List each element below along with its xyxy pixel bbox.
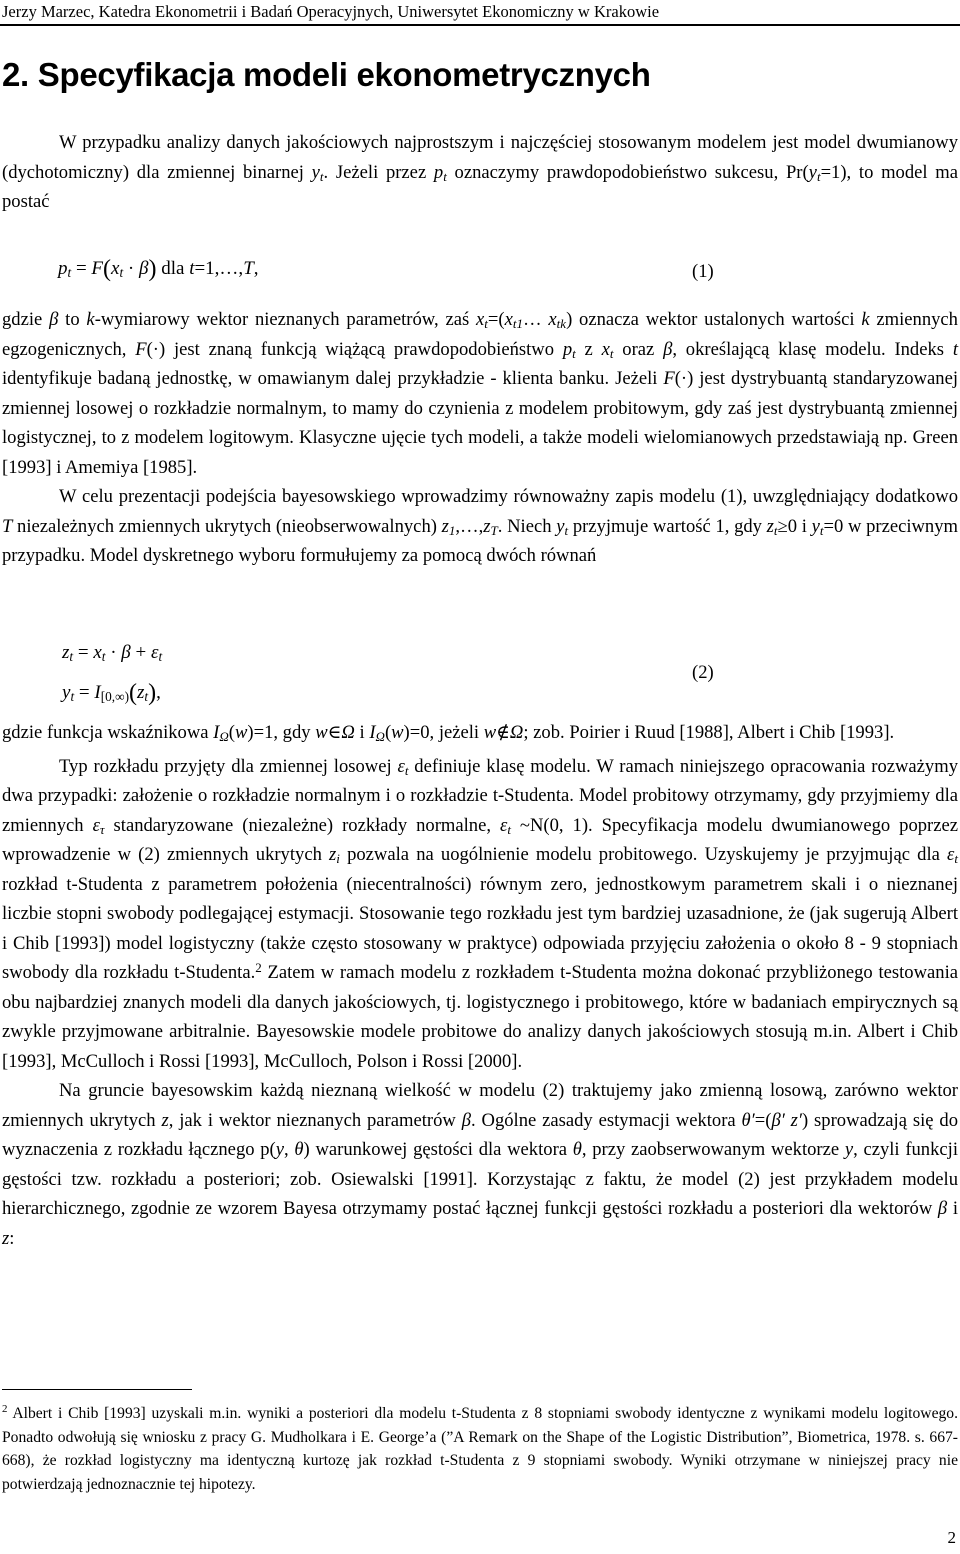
page-number: 2 bbox=[947, 1528, 956, 1547]
equation-1-number: (1) bbox=[692, 261, 714, 282]
section-title: 2. Specyfikacja modeli ekonometrycznych bbox=[2, 56, 651, 93]
footnote-marker: 2 bbox=[2, 1403, 8, 1415]
paragraph-2: gdzie β to k-wymiarowy wektor nieznanych parametrów, zaś $x_t=(x_{t1}\dots$ $x_{tk}$) oznacza wektor ustalonych wartości k zmiennych egzogenicznych, F(·) jest znaną funkcją wiążącą prawdopodobieństwo $p_t$ z $x_t$ oraz β, określającą klasę modelu. Indeks t identyfikuje badaną jednostkę, w omawianym dalej przykładzie - klienta banku. Jeżeli F(·) jest dystrybuantą standaryzowanej zmiennej losowej o rozkładzie normalnym, to mamy do czynienia z modelem probitowym, gdy zaś jest dystrybuantą zmiennej logistycznej, to z modelem logitowym. Klasyczne ujęcie tych modeli, a także modeli wielomianowych przedstawiają np. Green [1993] i Amemiya [1985]. W celu prezentacji podejścia bayesowskiego wprowadzimy równoważny zapis modelu (1), uwzględniający dodatkowo T niezależnych zmiennych ukrytych (nieobserwowalnych) $z_1,\dots,z_T$. Niech $y_t$ przyjmuje wartość 1, gdy $z_t\ge 0$ i $y_t=0$ w przeciwnym przypadku. Model dyskretnego wyboru formułujemy za pomocą dwóch równań bbox=[2, 309, 958, 566]
equation-2-number: (2) bbox=[692, 662, 714, 683]
header-rule bbox=[0, 24, 960, 26]
equation-2-line-2: $y_t = I_{[0,\infty)}(z_t)$, bbox=[62, 680, 161, 706]
equation-2-line-1: $z_t = x_t \cdot \beta + \varepsilon_t$ bbox=[62, 642, 163, 664]
footnote-rule bbox=[2, 1389, 192, 1390]
running-head: Jerzy Marzec, Katedra Ekonometrii i Badań Operacyjnych, Uniwersytet Ekonomiczny w Krakowie bbox=[2, 2, 660, 21]
equation-1: $p_t = F(x_t \cdot \beta)$ dla t=1,…,T, bbox=[58, 256, 259, 282]
footnote-2: $^2$ Albert i Chib [1993] uzyskali m.in. wyniki a posteriori dla modelu t-Studenta z 8 stopniami swobody identyczne z wynikami modelu logitowego. Ponadto odwołują się wniosku z pracy G. Mudholkara i E. George’a (”A Remark on the Shape of the Logistic Distribution”, Biometrica, 1978. s. 667-668), że rozkład logistyczny ma identyczną kurtozę jak rozkład t-Studenta z 9 stopniami swobody. Wyniki otrzymane w niniejszej pracy nie potwierdzają jednoznacznie tej hipotezy. bbox=[2, 1403, 958, 1493]
paragraph-3: gdzie funkcja wskaźnikowa $I_\Omega(w)=1$, gdy w∈Ω i $I_\Omega(w)=0$, jeżeli w∉Ω; zob. Poirier i Ruud [1988], Albert i Chib [1993]. Typ rozkładu przyjęty dla zmiennej losowej $\varepsilon_t$ definiuje klasę modelu. W ramach niniejszego opracowania rozważymy dwa przypadki: założenie o rozkładzie normalnym i o rozkładzie t-Studenta. Model probitowy otrzymamy, gdy przyjmiemy dla zmiennych $\varepsilon_\tau$ standaryzowane (niezależne) rozkłady normalne, $\varepsilon_t$ ~N(0, 1). Specyfikacja modelu dwumianowego poprzez wprowadzenie w (2) zmiennych ukrytych $z_i$ pozwala na uogólnienie modelu probitowego. Uzyskujemy je przyjmując dla $\varepsilon_t$ rozkład t-Studenta z parametrem położenia (niecentralności) równym zero, jednostkowym parametrem skali i o nieznanej liczbie stopni swobody podlegającej estymacji. Stosowanie tego rozkładu jest tym bardziej uzasadnione, że (jak sugerują Albert i Chib [1993]) model logistyczny (także często stosowany w praktyce) odpowiada przyjęciu założenia o około 8 - 9 stopniach swobody dla rozkładu t-Studenta.$^2$ Zatem w ramach modelu z rozkładem t-Studenta można dokonać przybliżonego testowania obu najbardziej znanych modeli dla danych jakościowych, tj. logistycznego i probitowego, które w badaniach empirycznych są zwykle przyjmowane arbitralnie. Bayesowskie modele probitowe do analizy danych jakościowych stosują m.in. Albert i Chib [1993], McCulloch i Rossi [1993], McCulloch, Polson i Rossi [2000]. Na gruncie bayesowskim każdą nieznaną wielkość w modelu (2) traktujemy jako zmienną losową, zarówno wektor zmiennych ukrytych z, jak i wektor nieznanych parametrów β. Ogólne zasady estymacji wektora θ′=(β′ z′) sprowadzają się do wyznaczenia z rozkładu łącznego p(y, θ) warunkowej gęstości dla wektora θ, przy zaobserwowanym wektorze y, czyli funkcji gęstości tzw. rozkładu a posteriori; zob. Osiewalski [1991]. Korzystając z faktu, że model (2) jest przykładem modelu hierarchicznego, zgodnie ze wzorem Bayesa otrzymamy postać łącznej funkcji gęstości rozkładu a posteriori dla wektorów β i z: bbox=[2, 722, 959, 1249]
paragraph-1: W przypadku analizy danych jakościowych najprostszym i najczęściej stosowanym modelem jest model dwumianowy (dychotomiczny) dla zmiennej binarnej $y_t$. Jeżeli przez $p_t$ oznaczymy prawdopodobieństwo sukcesu, $Pr(y_t=1)$, to model ma postać bbox=[2, 132, 958, 212]
